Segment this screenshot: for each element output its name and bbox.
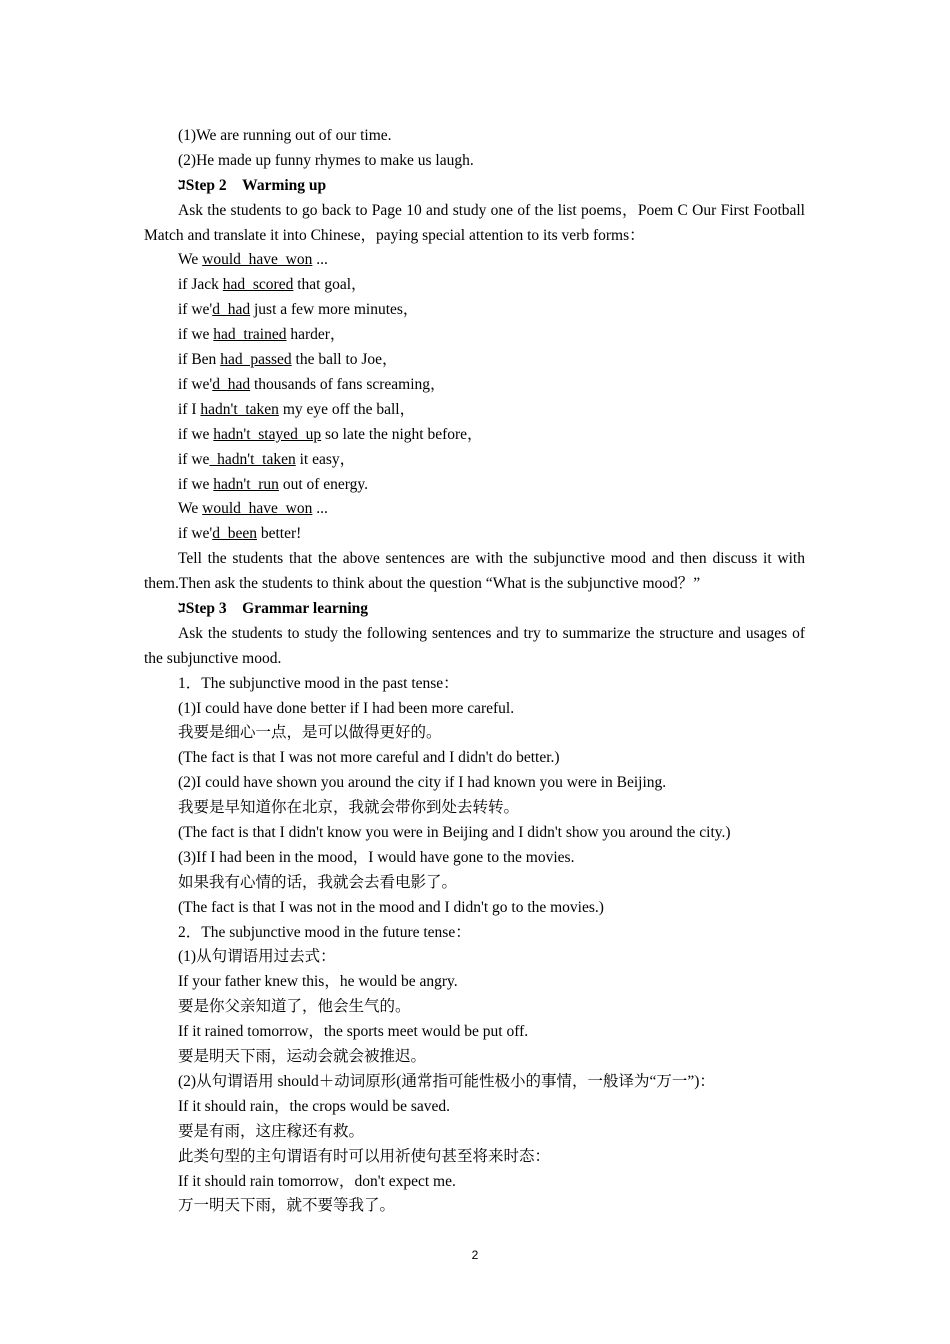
text-line: 我要是细心一点，是可以做得更好的。 — [178, 724, 442, 742]
poem-text: so late the night before， — [321, 425, 483, 443]
step-2-heading — [144, 174, 805, 199]
verb-form-underlined: would have won — [202, 251, 313, 269]
poem-line — [144, 423, 805, 448]
poem-text: if we' — [178, 525, 213, 543]
poem-line — [144, 473, 805, 498]
text-line: (1)从句谓语用过去式： — [178, 948, 336, 966]
text-line: 要是你父亲知道了，他会生气的。 — [178, 998, 411, 1016]
poem-text: if we' — [178, 375, 213, 393]
poem-text: if we — [178, 450, 210, 468]
poem-text: the ball to Joe， — [291, 351, 398, 369]
poem-text: thousands of fans screaming， — [250, 375, 446, 393]
text-line: 此类句型的主句谓语有时可以用祈使句甚至将来时态： — [178, 1147, 551, 1165]
step-marker: ｺ — [178, 176, 186, 194]
text-line: If your father knew this，he would be angry. — [178, 973, 458, 991]
text-line: (3)If I had been in the mood，I would have gone to the movies. — [178, 848, 575, 866]
poem-line — [144, 448, 805, 473]
poem-text: just a few more minutes， — [250, 301, 419, 319]
text-line: (The fact is that I was not in the mood and I didn't go to the movies.) — [178, 898, 604, 916]
text-line: (The fact is that I didn't know you were in Beijing and I didn't show you around the city.) — [178, 824, 731, 842]
verb-form-underlined: d had — [212, 375, 251, 393]
poem-text: ... — [312, 500, 328, 518]
verb-form-underlined: would have won — [202, 500, 313, 518]
text-line: 2．The subjunctive mood in the future tense： — [178, 923, 471, 941]
poem-line — [144, 398, 805, 423]
text-line: (The fact is that I was not more careful and I didn't do better.) — [178, 749, 560, 767]
verb-form-underlined: hadn't stayed up — [213, 425, 322, 443]
step-marker: ｺ — [178, 599, 186, 617]
text-line: 我要是早知道你在北京，我就会带你到处去转转。 — [178, 799, 520, 817]
poem-text: my eye off the ball， — [278, 400, 416, 418]
poem-text: We — [178, 251, 203, 269]
step-title: Step 3 Grammar learning — [185, 599, 369, 617]
text-line: 1．The subjunctive mood in the past tense： — [178, 674, 459, 692]
poem-text: We — [178, 500, 203, 518]
poem-line — [144, 323, 805, 348]
verb-form-underlined: hadn't taken — [200, 400, 279, 418]
text-line: (2)I could have shown you around the city if I had known you were in Beijing. — [178, 774, 667, 792]
intro-lines — [144, 124, 805, 174]
paragraph-warming-up: Ask the students to go back to Page 10 and study one of the list poems，Poem C Our First Football Match and translate it into Chinese，paying special attention to its verb forms： — [144, 201, 805, 244]
poem-text: harder， — [286, 326, 346, 344]
poem-text: if we — [178, 326, 214, 344]
poem-text: better! — [256, 525, 302, 543]
text-line: If it should rain tomorrow，don't expect me. — [178, 1172, 456, 1190]
poem-text: that goal， — [293, 276, 367, 294]
verb-form-underlined: had scored — [222, 276, 294, 294]
poem-text: it easy， — [295, 450, 356, 468]
verb-form-underlined: had passed — [220, 351, 292, 369]
text-line: (2)从句谓语用 should＋动词原形(通常指可能性极小的事情，一般译为“万一”)： — [178, 1072, 715, 1090]
paragraph-grammar-intro: Ask the students to study the following sentences and try to summarize the structure and usages of the subjunctive mood. — [144, 624, 805, 667]
step-3-heading — [144, 597, 805, 622]
poem-line — [144, 348, 805, 373]
paragraph-discussion: Tell the students that the above sentences are with the subjunctive mood and then discuss it with them.Then ask the students to think about the question “What is the subjunctive mood？” — [144, 550, 805, 593]
text-line: 如果我有心情的话，我就会去看电影了。 — [178, 873, 458, 891]
poem-text: if Ben — [178, 351, 221, 369]
poem-text: out of energy. — [278, 475, 369, 493]
poem-text: if we — [178, 475, 214, 493]
text-line: (1)I could have done better if I had been more careful. — [178, 699, 515, 717]
poem-line — [144, 273, 805, 298]
poem-text: ... — [312, 251, 328, 269]
text-line: If it rained tomorrow，the sports meet would be put off. — [178, 1023, 529, 1041]
poem-line — [144, 248, 805, 273]
poem-line — [144, 522, 805, 547]
verb-form-underlined: hadn't run — [213, 475, 279, 493]
verb-form-underlined: hadn't taken — [209, 450, 296, 468]
poem-line — [144, 298, 805, 323]
poem-text: if I — [178, 400, 201, 418]
verb-form-underlined: had trained — [213, 326, 287, 344]
text-line: (1)We are running out of our time. — [178, 127, 392, 144]
poem-line — [144, 497, 805, 522]
text-line: 万一明天下雨，就不要等我了。 — [178, 1197, 396, 1215]
verb-form-underlined: d been — [212, 525, 257, 543]
text-line: 要是有雨，这庄稼还有救。 — [178, 1122, 365, 1140]
page-content — [144, 124, 805, 1219]
text-line: (2)He made up funny rhymes to make us laugh. — [178, 151, 474, 169]
poem-text: if Jack — [178, 276, 223, 294]
poem-line — [144, 373, 805, 398]
page-number: 2 — [471, 1248, 479, 1262]
text-line: 要是明天下雨，运动会就会被推迟。 — [178, 1048, 427, 1066]
grammar-lines — [144, 672, 805, 1220]
step-title: Step 2 Warming up — [185, 176, 327, 194]
poem-lines — [144, 248, 805, 547]
text-line: If it should rain，the crops would be saved. — [178, 1097, 451, 1115]
verb-form-underlined: d had — [212, 301, 251, 319]
poem-text: if we' — [178, 301, 213, 319]
poem-text: if we — [178, 425, 214, 443]
